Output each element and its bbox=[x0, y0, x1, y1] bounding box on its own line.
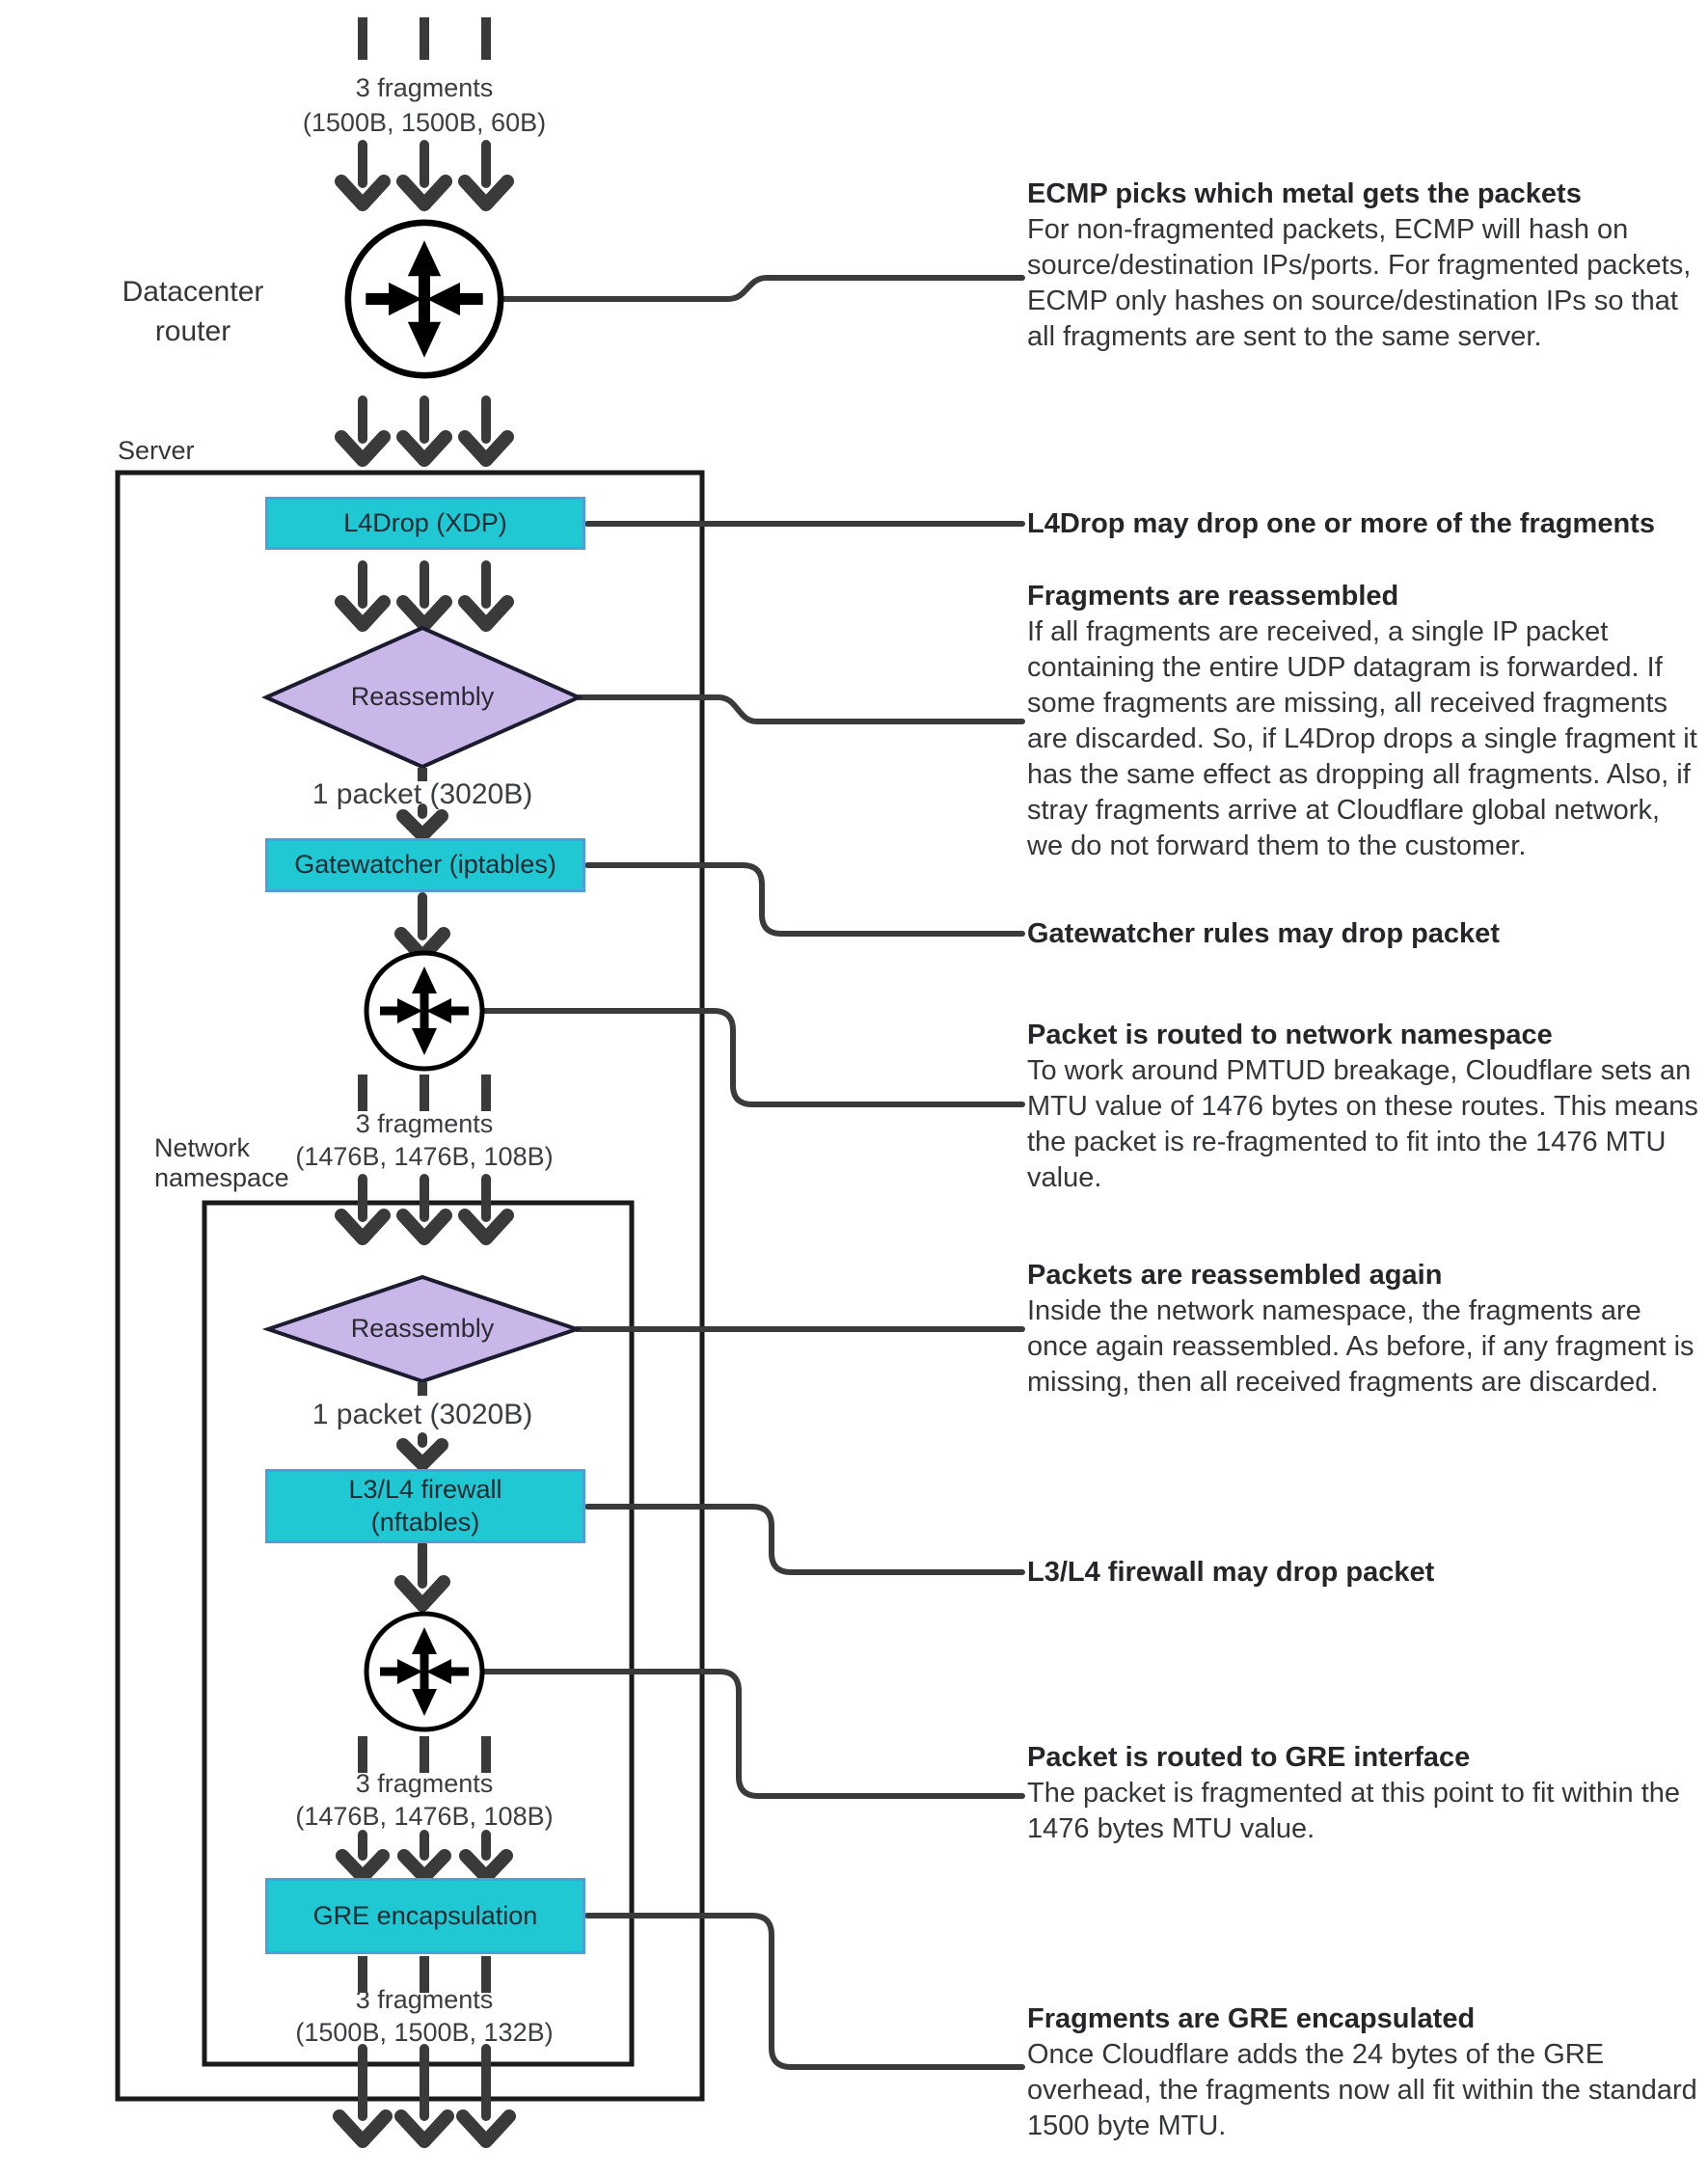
flow-arrow-down-icon bbox=[466, 1835, 506, 1877]
annotation-heading: Packets are reassembled again bbox=[1027, 1260, 1443, 1291]
network-namespace-label: Network namespace bbox=[154, 1133, 289, 1192]
flow-arrow-down-icon bbox=[403, 1437, 442, 1464]
flow-arrow-down-icon bbox=[465, 1179, 507, 1238]
packet-size-label: 1 packet (3020B) bbox=[312, 1399, 533, 1430]
flow-arrow-down-icon bbox=[403, 400, 446, 460]
flow-arrow-down-icon bbox=[341, 1179, 384, 1238]
flow-arrow-down-icon bbox=[465, 565, 507, 625]
flow-arrow-down-icon bbox=[465, 400, 507, 460]
annotation-body: Inside the network namespace, the fragments are once again reassembled. As before, if any fragment is missing, then all received fragments are discarded. bbox=[1027, 1295, 1694, 1398]
datacenter-router-icon bbox=[348, 223, 501, 375]
flow-arrow-down-icon bbox=[465, 145, 507, 204]
annotation-body: To work around PMTUD breakage, Cloudflare sets an MTU value of 1476 bytes on these routes. This means the packet is re-fragmented to fit into the 1476 MTU value. bbox=[1027, 1055, 1698, 1193]
annotation-body: Once Cloudflare adds the 24 bytes of the GRE overhead, the fragments now all fit within the standard 1500 byte MTU. bbox=[1027, 2039, 1697, 2141]
fragments-count-label: 3 fragments bbox=[355, 73, 494, 102]
l3l4-firewall-node-label-line2: (nftables) bbox=[370, 1507, 480, 1537]
annotation-body: For non-fragmented packets, ECMP will hash on source/destination IPs/ports. For fragmented packets, ECMP only hashes on source/destination IPs so that all fragments are sent to the same server. bbox=[1027, 214, 1692, 352]
l3l4-firewall-node bbox=[265, 1469, 585, 1543]
flow-arrow-down-icon bbox=[403, 808, 442, 835]
fragments-count-label: 3 fragments bbox=[355, 1769, 494, 1798]
flow-arrow-down-icon bbox=[404, 1835, 445, 1877]
annotation-ecmp bbox=[1027, 177, 1702, 355]
connector-line bbox=[501, 278, 1022, 299]
fragments-sizes-label: (1476B, 1476B, 108B) bbox=[295, 1802, 554, 1831]
annotation-heading: ECMP picks which metal gets the packets bbox=[1027, 178, 1582, 209]
flow-arrow-down-icon bbox=[341, 145, 384, 204]
l3l4-firewall-node-label-line1: L3/L4 firewall bbox=[348, 1474, 502, 1504]
l4drop-node-label: L4Drop (XDP) bbox=[343, 507, 507, 537]
annotation-gre-encapsulated bbox=[1027, 2001, 1702, 2144]
packet-size-label: 1 packet (3020B) bbox=[312, 778, 533, 810]
connector-line bbox=[587, 1916, 1022, 2067]
fragments-sizes-label: (1500B, 1500B, 60B) bbox=[302, 108, 547, 137]
reassembly-node-label: Reassembly bbox=[350, 682, 495, 711]
annotation-heading: Packet is routed to network namespace bbox=[1027, 1020, 1553, 1050]
annotation-gre-interface bbox=[1027, 1740, 1702, 1847]
gatewatcher-node bbox=[265, 838, 585, 892]
connector-line bbox=[587, 865, 1022, 934]
annotation-l3l4 bbox=[1027, 1555, 1702, 1591]
fragments-count-label: 3 fragments bbox=[355, 1109, 494, 1138]
flow-arrow-down-icon bbox=[401, 897, 444, 957]
fragments-count-label: 3 fragments bbox=[355, 1985, 494, 2014]
fragments-sizes-label: (1500B, 1500B, 132B) bbox=[295, 2018, 554, 2047]
flow-arrow-down-icon bbox=[403, 145, 446, 204]
annotation-l4drop bbox=[1027, 506, 1702, 542]
flow-arrow-down-icon bbox=[341, 400, 384, 460]
annotation-heading: Fragments are reassembled bbox=[1027, 581, 1399, 612]
annotation-netns bbox=[1027, 1018, 1702, 1196]
flow-arrow-down-icon bbox=[342, 1835, 383, 1877]
gre-encapsulation-node-label: GRE encapsulation bbox=[312, 1900, 538, 1930]
annotation-heading: L4Drop may drop one or more of the fragments bbox=[1027, 508, 1655, 539]
router-icon bbox=[366, 1614, 482, 1729]
connector-line bbox=[579, 697, 1022, 721]
server-label: Server bbox=[118, 436, 195, 465]
annotation-reassembled-again bbox=[1027, 1258, 1702, 1401]
router-icon bbox=[366, 953, 482, 1069]
annotation-gatewatcher bbox=[1027, 916, 1702, 952]
fragments-sizes-label: (1476B, 1476B, 108B) bbox=[295, 1142, 554, 1171]
flow-arrow-down-icon bbox=[401, 1545, 444, 1605]
annotation-body: If all fragments are received, a single IP packet containing the entire UDP datagram is forwarded. If some fragments are missing, all received fragments are discarded. So, if L4Drop drops a single fragment it has the same effect as dropping all fragments. Also, if stray fragments arrive at Cloudflare global network, we do not forward them to the customer. bbox=[1027, 616, 1697, 861]
flow-arrow-down-icon bbox=[403, 1179, 446, 1238]
annotation-body: The packet is fragmented at this point to fit within the 1476 bytes MTU value. bbox=[1027, 1778, 1681, 1844]
l4drop-node bbox=[265, 497, 585, 550]
annotation-heading: Fragments are GRE encapsulated bbox=[1027, 2003, 1476, 2034]
connector-line bbox=[587, 1507, 1022, 1572]
annotation-heading: Packet is routed to GRE interface bbox=[1027, 1742, 1471, 1773]
gatewatcher-node-label: Gatewatcher (iptables) bbox=[294, 850, 556, 880]
annotation-reassembled bbox=[1027, 579, 1702, 864]
connector-line bbox=[482, 1011, 1022, 1104]
datacenter-router-label: Datacenter router bbox=[122, 276, 264, 347]
reassembly-node-label: Reassembly bbox=[350, 1314, 495, 1343]
annotation-heading: L3/L4 firewall may drop packet bbox=[1027, 1557, 1435, 1588]
gre-encapsulation-node bbox=[265, 1878, 585, 1954]
annotation-heading: Gatewatcher rules may drop packet bbox=[1027, 918, 1500, 949]
flow-arrow-down-icon bbox=[341, 565, 384, 625]
flow-arrow-down-icon bbox=[403, 565, 446, 625]
